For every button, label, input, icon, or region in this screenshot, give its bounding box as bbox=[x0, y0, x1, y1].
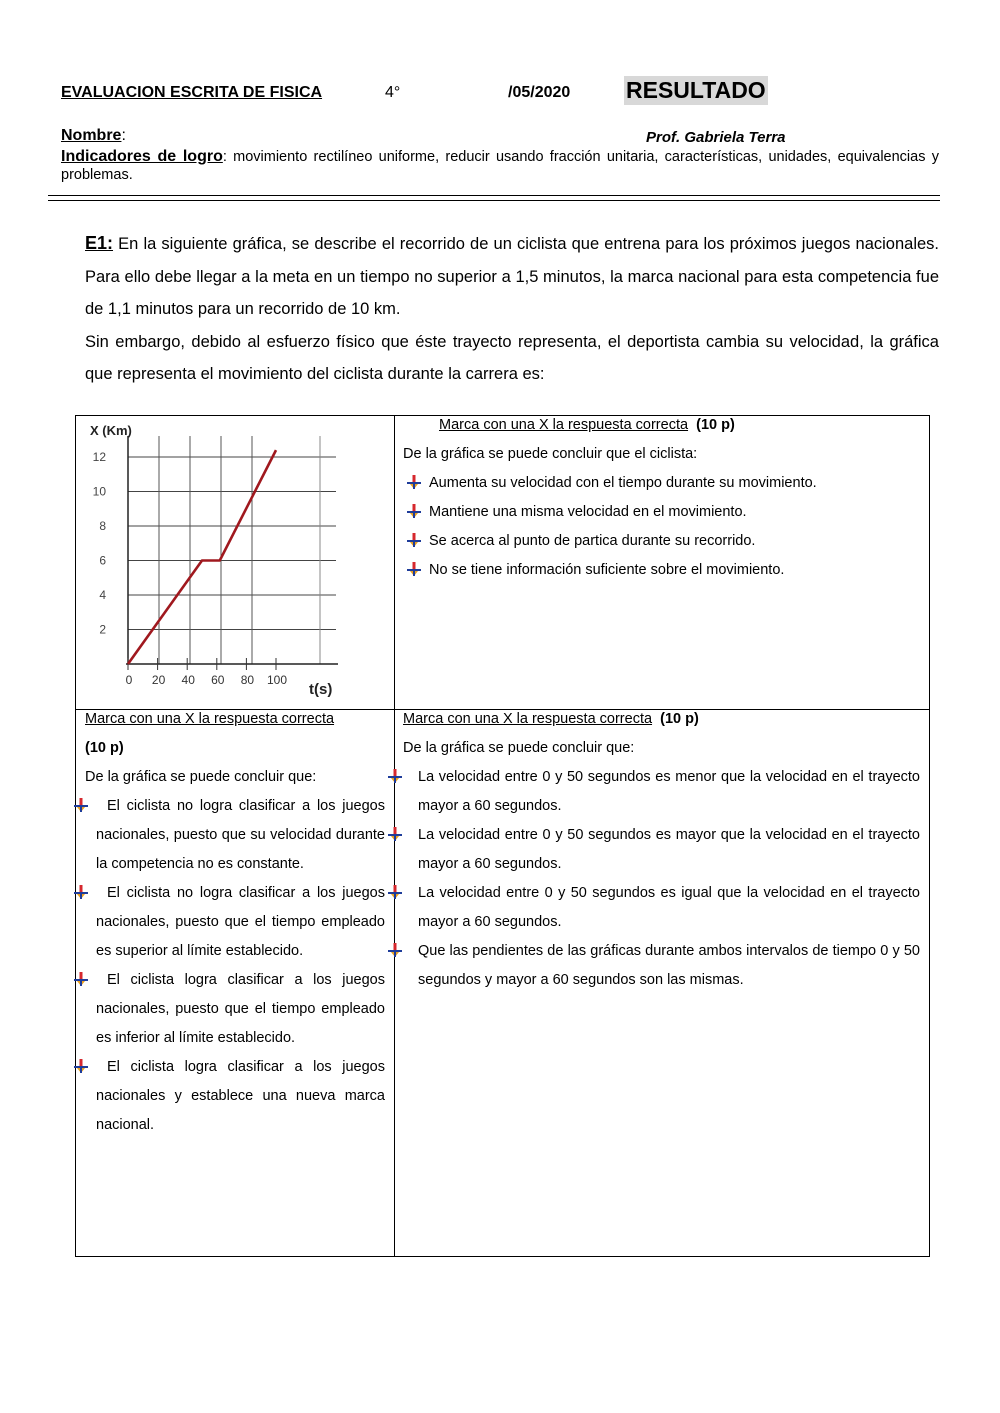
q3-option-text: La velocidad entre 0 y 50 segundos es igual que la velocidad en el trayecto mayor a 60 segundos. bbox=[418, 885, 920, 930]
q2-option-3[interactable] bbox=[85, 966, 385, 1053]
question-3 bbox=[403, 705, 920, 995]
q2-stem: De la gráfica se puede concluir que: bbox=[85, 769, 317, 785]
header-rule-top bbox=[48, 195, 940, 196]
y-tick-label: 6 bbox=[99, 553, 106, 568]
chart-grid bbox=[126, 436, 338, 664]
arrow-bullet-icon bbox=[403, 939, 417, 953]
indicators-label: Indicadores de logro bbox=[61, 148, 223, 165]
q1-instruction-line bbox=[403, 411, 923, 440]
question-2 bbox=[85, 705, 385, 1140]
indicators bbox=[61, 148, 939, 184]
name-colon: : bbox=[121, 127, 126, 144]
q2-option-2[interactable] bbox=[85, 879, 385, 966]
q1-option-2[interactable] bbox=[403, 498, 923, 527]
x-tick-label: 100 bbox=[266, 673, 288, 687]
y-tick-label: 4 bbox=[99, 588, 106, 602]
arrow-bullet-icon bbox=[403, 823, 417, 837]
q2-option-text: El ciclista logra clasificar a los juegos nacionales, puesto que el tiempo empleado es inferior al límite establecido. bbox=[96, 972, 385, 1046]
arrow-bullet-icon bbox=[407, 500, 421, 514]
question-1 bbox=[403, 411, 923, 585]
q3-option-2[interactable] bbox=[403, 821, 920, 879]
q3-option-3[interactable] bbox=[403, 879, 920, 937]
q1-option-4[interactable] bbox=[403, 556, 923, 585]
name-line bbox=[61, 127, 126, 145]
q1-instruction: Marca con una X la respuesta correcta bbox=[439, 417, 689, 433]
arrow-bullet-icon bbox=[85, 968, 99, 982]
position-time-chart bbox=[80, 418, 390, 703]
chart-series-line bbox=[128, 450, 276, 664]
q3-option-text: Que las pendientes de las gráficas durante ambos intervalos de tiempo 0 y 50 segundos y mayor a 60 segundos son las mismas. bbox=[418, 943, 920, 988]
q1-stem: De la gráfica se puede concluir que el ciclista: bbox=[403, 446, 698, 462]
arrow-bullet-icon bbox=[85, 794, 99, 808]
chart-y-ticks bbox=[93, 450, 107, 637]
arrow-bullet-icon bbox=[85, 1055, 99, 1069]
arrow-bullet-icon bbox=[403, 765, 417, 779]
q3-option-1[interactable] bbox=[403, 763, 920, 821]
q3-points: (10 p) bbox=[660, 711, 699, 727]
header-rule-bottom bbox=[48, 200, 940, 201]
x-tick-label: 40 bbox=[181, 673, 195, 687]
x-tick-label: 60 bbox=[211, 673, 225, 687]
exercise-paragraph-1 bbox=[85, 227, 939, 326]
q3-option-text: La velocidad entre 0 y 50 segundos es mayor que la velocidad en el trayecto mayor a 60 segundos. bbox=[418, 827, 920, 872]
exercise-text-1: En la siguiente gráfica, se describe el recorrido de un ciclista que entrena para los próximos juegos nacionales. Para ello debe llegar a la meta en un tiempo no superior a 1,5 minutos, la marca nacional para esta competencia fue de 1,1 minutos para un recorrido de 10 km. bbox=[85, 235, 939, 318]
chart-x-ticks bbox=[126, 658, 288, 687]
q3-option-text: La velocidad entre 0 y 50 segundos es menor que la velocidad en el trayecto mayor a 60 segundos. bbox=[418, 769, 920, 814]
arrow-bullet-icon bbox=[407, 529, 421, 543]
q1-option-3[interactable] bbox=[403, 527, 923, 556]
x-tick-label: 0 bbox=[125, 673, 133, 687]
y-tick-label: 12 bbox=[92, 450, 106, 464]
arrow-bullet-icon bbox=[85, 881, 99, 895]
q2-option-1[interactable] bbox=[85, 792, 385, 879]
arrow-bullet-icon bbox=[407, 471, 421, 485]
q3-stem: De la gráfica se puede concluir que: bbox=[403, 740, 635, 756]
q2-points: (10 p) bbox=[85, 740, 124, 756]
q2-option-text: El ciclista no logra clasificar a los juegos nacionales, puesto que su velocidad durante la competencia no es constante. bbox=[96, 798, 385, 872]
x-tick-label: 80 bbox=[240, 673, 255, 687]
q1-option-text: Se acerca al punto de partica durante su recorrido. bbox=[429, 533, 756, 549]
arrow-bullet-icon bbox=[407, 558, 421, 572]
exam-title: EVALUACION ESCRITA DE FISICA bbox=[61, 84, 323, 101]
q1-points: (10 p) bbox=[696, 417, 735, 433]
y-tick-label: 8 bbox=[99, 519, 106, 533]
exercise-statement bbox=[85, 227, 939, 391]
q2-option-text: El ciclista no logra clasificar a los juegos nacionales, puesto que el tiempo empleado es superior al límite establecido. bbox=[96, 885, 385, 959]
exercise-paragraph-2: Sin embargo, debido al esfuerzo físico que éste trayecto representa, el deportista cambia su velocidad, la gráfica que representa el movimiento del ciclista durante la carrera es: bbox=[85, 332, 939, 383]
x-tick-label: 20 bbox=[151, 673, 166, 687]
y-tick-label: 10 bbox=[92, 484, 106, 499]
name-label: Nombre bbox=[61, 127, 122, 144]
arrow-bullet-icon bbox=[403, 881, 417, 895]
chart-xlabel: t(s) bbox=[309, 681, 333, 698]
q2-option-4[interactable] bbox=[85, 1053, 385, 1140]
q1-option-text: Aumenta su velocidad con el tiempo durante su movimiento. bbox=[429, 475, 817, 491]
teacher-name: Prof. Gabriela Terra bbox=[646, 129, 786, 146]
y-tick-label: 2 bbox=[99, 622, 106, 637]
q2-instruction: Marca con una X la respuesta correcta bbox=[85, 711, 335, 727]
q1-option-1[interactable] bbox=[403, 469, 923, 498]
q1-option-text: No se tiene información suficiente sobre el movimiento. bbox=[429, 562, 785, 578]
q3-instruction-line bbox=[403, 705, 920, 734]
grade: 4° bbox=[385, 84, 401, 101]
q1-option-text: Mantiene una misma velocidad en el movimiento. bbox=[429, 504, 747, 520]
q2-option-text: El ciclista logra clasificar a los juegos nacionales y establece una nueva marca nacional. bbox=[96, 1059, 385, 1133]
date: /05/2020 bbox=[508, 84, 571, 101]
indicators-text: : movimiento rectilíneo uniforme, reducir usando fracción unitaria, características, unidades, equivalencias y problemas. bbox=[61, 149, 939, 183]
chart-ylabel: X (Km) bbox=[90, 423, 132, 438]
q3-option-4[interactable] bbox=[403, 937, 920, 995]
result-label: RESULTADO bbox=[626, 77, 766, 103]
q3-instruction: Marca con una X la respuesta correcta bbox=[403, 711, 653, 727]
exercise-label: E1: bbox=[85, 233, 114, 253]
